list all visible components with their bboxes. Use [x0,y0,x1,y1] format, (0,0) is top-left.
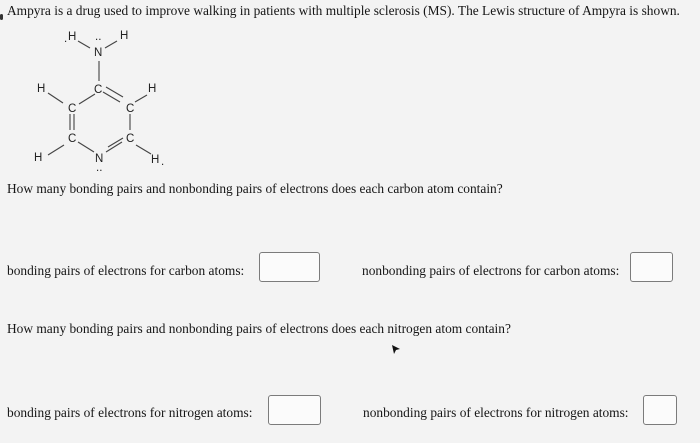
atom-c-lower-right: C [126,133,135,145]
ampyra-lewis-structure [20,24,200,184]
carbon-bonding-label: bonding pairs of electrons for carbon atoms: [7,263,245,278]
mouse-pointer-icon [390,344,402,356]
atom-c-upper-left: C [68,103,77,115]
atom-c-upper-right: C [126,103,135,115]
nitrogen-bonding-input[interactable] [269,396,320,424]
carbon-bonding-answer-box[interactable] [259,252,320,282]
amine-n-lone-pair: .. [95,31,102,43]
atom-amine-n: N [94,47,103,59]
atom-h-lower-right: H [151,154,160,166]
carbon-nonbonding-label: nonbonding pairs of electrons for carbon atoms: [362,263,620,278]
nitrogen-nonbonding-label: nonbonding pairs of electrons for nitrogen atoms: [363,405,629,420]
left-edge-mark [0,14,3,20]
atom-ring-n: N [95,153,104,165]
carbon-nonbonding-input[interactable] [631,253,672,281]
atom-c-lower-left: C [68,133,77,145]
nitrogen-bonding-label: bonding pairs of electrons for nitrogen atoms: [7,405,253,420]
atom-h-upper-right: H [148,83,157,95]
ring-n-lone-pair: .. [96,162,103,174]
nitrogen-bonding-answer-box[interactable] [268,395,321,425]
intro-text: Ampyra is a drug used to improve walking in patients with multiple sclerosis (MS). The Lewis structure of Ampyra is shown. [7,3,680,18]
atom-h-lower-left: H [34,152,43,164]
nitrogen-nonbonding-input[interactable] [644,396,676,424]
h-lower-right-dot: . [161,156,165,168]
amine-h-left-dot: . [64,33,68,45]
question-nitrogen: How many bonding pairs and nonbonding pairs of electrons does each nitrogen atom contain? [7,321,511,336]
atom-c-top: C [94,84,103,96]
carbon-nonbonding-answer-box[interactable] [630,252,673,282]
atom-h-upper-left: H [37,83,46,95]
atom-amine-h-left: H [68,31,77,43]
question-carbon: How many bonding pairs and nonbonding pairs of electrons does each carbon atom contain? [7,181,503,196]
nitrogen-nonbonding-answer-box[interactable] [643,395,677,425]
atom-amine-h-right: H [120,30,129,42]
carbon-bonding-input[interactable] [260,253,319,281]
